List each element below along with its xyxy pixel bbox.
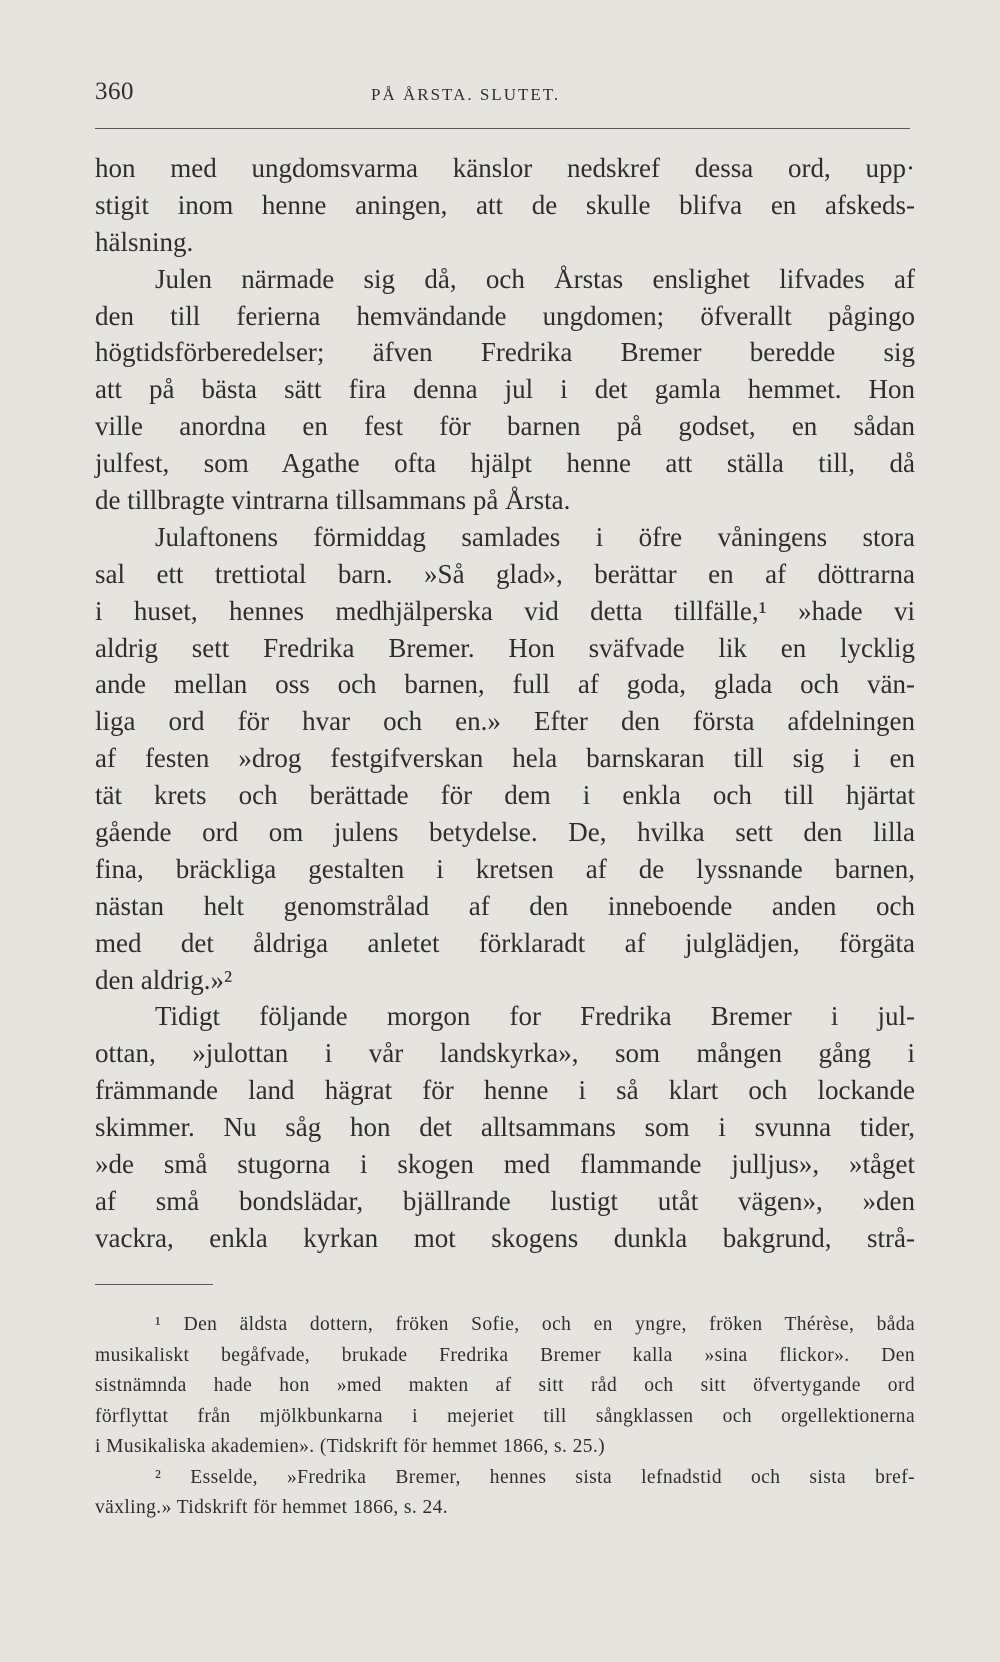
footnote-line: ¹ Den äldsta dottern, fröken Sofie, och en yngre, fröken Thérèse, båda [155, 1314, 915, 1335]
body-line: nästan helt genomstrålad af den inneboende anden och [95, 890, 915, 921]
body-line: i huset, hennes medhjälperska vid detta tillfälle,¹ »hade vi [95, 595, 915, 626]
body-line: den till ferierna hemvändande ungdomen; öfverallt pågingo [95, 300, 915, 331]
body-line: den aldrig.»² [95, 964, 233, 995]
body-line: af festen »drog festgifverskan hela barnskaran till sig i en [95, 743, 915, 774]
footnote-line: förflyttat från mjölkbunkarna i mejeriet till sångklassen och orgellektionerna [95, 1405, 915, 1427]
body-line: aldrig sett Fredrika Bremer. Hon sväfvade lik en lycklig [95, 632, 915, 663]
header-rule [95, 128, 910, 129]
body-line: gående ord om julens betydelse. De, hvilka sett den lilla [95, 817, 915, 848]
footnote-line: i Musikaliska akademien». (Tidskrift för hemmet 1866, s. 25.) [95, 1436, 606, 1457]
body-line: fina, bräckliga gestalten i kretsen af de lyssnande barnen, [95, 853, 915, 884]
footnote-line: sistnämnda hade hon »med makten af sitt råd och sitt öfvertygande ord [95, 1375, 915, 1396]
footnote-line: ² Esselde, »Fredrika Bremer, hennes sista lefnadstid och sista bref- [155, 1466, 915, 1488]
page-header [95, 78, 910, 118]
page-number: 360 [95, 78, 134, 105]
body-line: stigit inom henne aningen, att de skulle blifva en afskeds- [95, 189, 915, 220]
body-line: tät krets och berättade för dem i enkla och till hjärtat [95, 780, 915, 811]
body-line: sal ett trettiotal barn. »Så glad», berättar en af döttrarna [95, 558, 915, 589]
body-line: högtidsförberedelser; äfven Fredrika Bremer beredde sig [95, 337, 915, 368]
body-line: Julen närmade sig då, och Årstas enslighet lifvades af [155, 263, 915, 294]
body-line: af små bondslädar, bjällrande lustigt utåt vägen», »den [95, 1185, 915, 1216]
body-line: hon med ungdomsvarma känslor nedskref dessa ord, upp· [95, 153, 915, 183]
body-line: ville anordna en fest för barnen på godset, en sådan [95, 411, 915, 442]
body-line: Tidigt följande morgon for Fredrika Bremer i jul- [155, 1001, 915, 1032]
body-line: julfest, som Agathe ofta hjälpt henne att ställa till, då [95, 448, 915, 479]
body-text [95, 150, 915, 1257]
body-line: med det åldriga anletet förklaradt af julglädjen, förgäta [95, 927, 915, 958]
body-line: ande mellan oss och barnen, full af goda, glada och vän- [95, 669, 915, 700]
footnote-rule [95, 1284, 213, 1285]
body-line: »de små stugorna i skogen med flammande julljus», »tåget [95, 1149, 915, 1180]
body-line: de tillbragte vintrarna tillsammans på Årsta. [95, 485, 571, 516]
body-line: vackra, enkla kyrkan mot skogens dunkla bakgrund, strå- [95, 1222, 915, 1253]
body-line: hälsning. [95, 226, 194, 257]
footnote-line: musikaliskt begåfvade, brukade Fredrika Bremer kalla »sina flickor». Den [95, 1344, 915, 1366]
body-line: Julaftonens förmiddag samlades i öfre våningens stora [155, 521, 915, 552]
body-line: främmande land hägrat för henne i så klart och lockande [95, 1075, 915, 1106]
body-line: att på bästa sätt fira denna jul i det gamla hemmet. Hon [95, 374, 915, 405]
body-line: skimmer. Nu såg hon det alltsammans som i svunna tider, [95, 1112, 915, 1143]
body-line: ottan, »julottan i vår landskyrka», som mången gång i [95, 1038, 915, 1069]
running-head: PÅ ÅRSTA. SLUTET. [371, 85, 561, 104]
body-line: liga ord för hvar och en.» Efter den första afdelningen [95, 706, 915, 737]
footnotes [95, 1310, 915, 1524]
footnote-line: växling.» Tidskrift för hemmet 1866, s. 24. [95, 1497, 449, 1518]
